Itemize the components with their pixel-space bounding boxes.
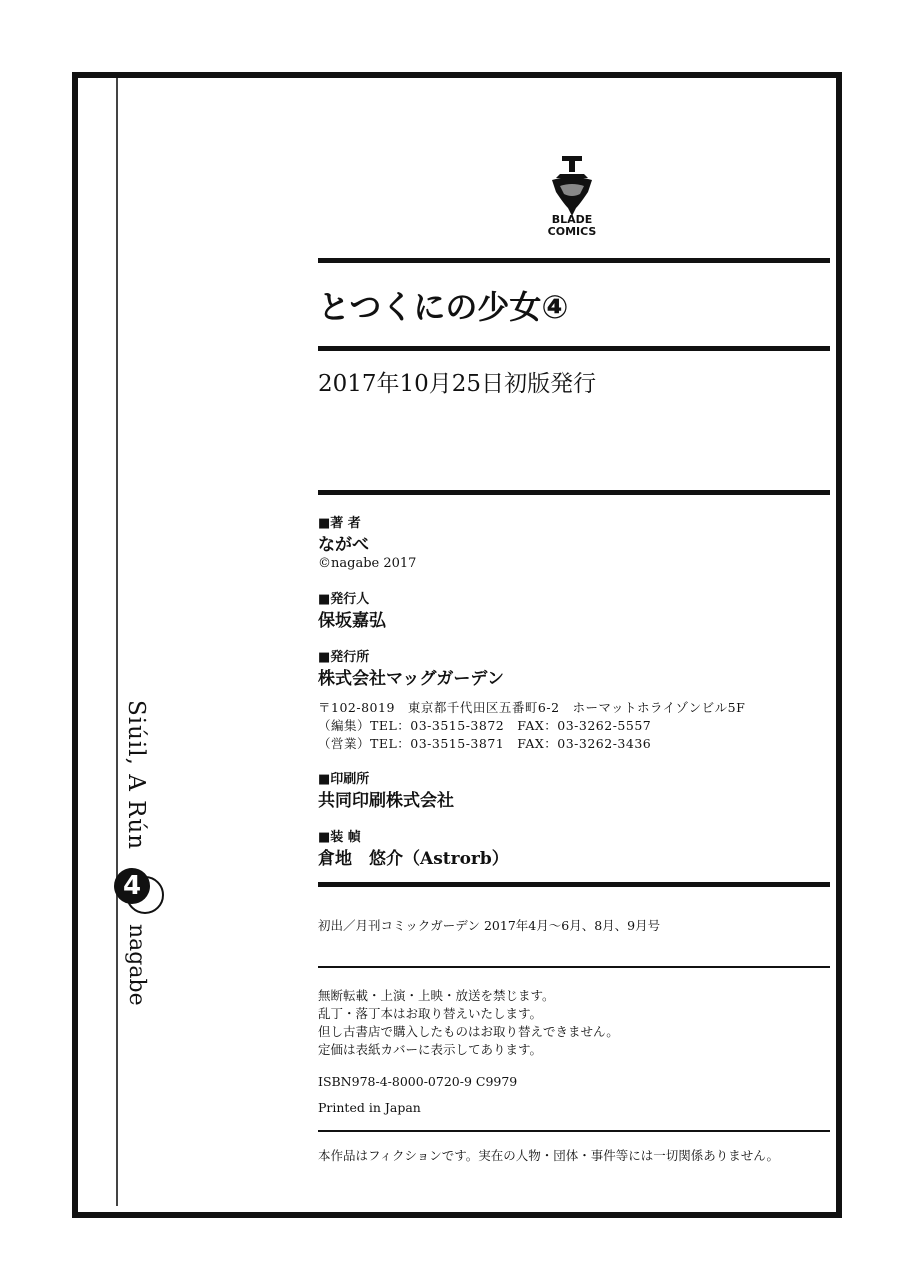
- author-name: ながべ: [318, 535, 369, 555]
- fiction-notice: 本作品はフィクションです。実在の人物・団体・事件等には一切関係ありません。: [318, 1148, 780, 1163]
- notice-line: 乱丁・落丁本はお取り替えいたします。: [318, 1006, 543, 1021]
- author-label: ■著 者: [318, 516, 361, 531]
- publisher-person: 保坂嘉弘: [318, 611, 386, 631]
- rule-first-published: [318, 882, 830, 887]
- notice-line: 但し古書店で購入したものはお取り替えできません。: [318, 1024, 619, 1039]
- printer-label: ■印刷所: [318, 772, 370, 787]
- sales-contact: （営業）TEL：03-3515-3871 FAX：03-3262-3436: [318, 736, 652, 751]
- first-edition-date: 2017年10月25日初版発行: [318, 371, 597, 397]
- spine: [104, 700, 154, 1006]
- rule-top: [318, 258, 830, 263]
- designer-name: 倉地 悠介（Astrorb）: [318, 849, 509, 869]
- spine-volume-number: 4: [114, 868, 150, 904]
- publisher-address: 〒102-8019 東京都千代田区五番町6-2 ホーマットホライゾンビル5F: [318, 700, 746, 715]
- book-title: とつくにの少女④: [318, 288, 569, 326]
- rule-title: [318, 346, 830, 351]
- logo-wordmark: [530, 214, 614, 238]
- copyright: ©nagabe 2017: [318, 556, 417, 571]
- design-label: ■装 幀: [318, 830, 361, 845]
- publisher-name: 株式会社マッグガーデン: [318, 669, 504, 689]
- spine-title: Siúil, A Rún: [123, 700, 149, 851]
- spine-author: nagabe: [124, 924, 149, 1006]
- logo-line-1: BLADE: [551, 213, 593, 226]
- notice-line: 無断転載・上演・上映・放送を禁じます。: [318, 988, 555, 1003]
- rule-fiction: [318, 1130, 830, 1132]
- printed-in: Printed in Japan: [318, 1100, 421, 1115]
- rule-credits: [318, 490, 830, 495]
- isbn: ISBN978-4-8000-0720-9 C9979: [318, 1074, 518, 1089]
- rule-notices: [318, 966, 830, 968]
- spine-divider: [116, 78, 118, 1206]
- publisher-person-label: ■発行人: [318, 592, 370, 607]
- notice-line: 定価は表紙カバーに表示してあります。: [318, 1042, 543, 1057]
- printer-name: 共同印刷株式会社: [318, 791, 454, 811]
- publisher-label: ■発行所: [318, 650, 370, 665]
- logo-line-2: COMICS: [547, 225, 597, 238]
- first-published: 初出／月刊コミックガーデン 2017年4月～6月、8月、9月号: [318, 918, 661, 933]
- editorial-contact: （編集）TEL：03-3515-3872 FAX：03-3262-5557: [318, 718, 652, 733]
